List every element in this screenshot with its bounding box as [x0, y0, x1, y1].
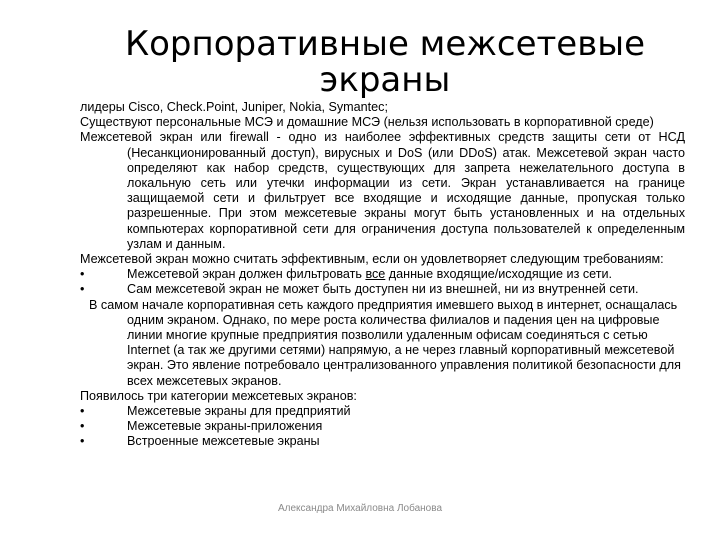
slide-title-line-2: экраны	[319, 60, 451, 100]
category-1-text: Межсетевые экраны для предприятий	[127, 404, 351, 419]
category-item-1	[80, 404, 685, 419]
paragraph-effective-requirements: Межсетевой экран можно считать эффективным, если он удовлетворяет следующим требованиям:	[80, 252, 664, 267]
requirement-1-text-start: Межсетевой экран должен фильтровать	[127, 267, 366, 282]
slide-title	[100, 26, 670, 98]
paragraph-history: В самом начале корпоративная сеть каждого предприятия имевшего выход в интернет, оснащалась одним экраном. Однако, по мере роста количества филиалов и падения цен на цифровые линии многие крупные предприятия позволили удаленным офисам соединяться с сетью Internet (а так же другими сетями) напрямую, а не через главный корпоративный межсетевой экран. Это явление потребовало централизованного управления политикой безопасности для всех межсетевых экранов.	[89, 297, 681, 388]
bullet-icon: •	[80, 404, 85, 419]
category-item-2	[80, 419, 685, 434]
requirement-item-1	[80, 267, 685, 282]
bullet-icon: •	[80, 267, 85, 282]
category-item-3	[80, 434, 685, 449]
paragraph-categories-intro: Появилось три категории межсетевых экранов:	[80, 388, 357, 403]
bullet-icon: •	[80, 434, 85, 449]
bullet-icon: •	[80, 282, 85, 297]
paragraph-leaders: лидеры Cisco, Check.Point, Juniper, Nokia, Symantec;	[80, 100, 388, 114]
requirement-1-underlined-word: все	[365, 267, 386, 282]
requirement-2-text: Сам межсетевой экран не может быть доступен ни из внешней, ни из внутренней сети.	[127, 282, 639, 297]
category-3-text: Встроенные межсетевые экраны	[127, 434, 320, 449]
slide-body	[80, 100, 685, 450]
bullet-icon: •	[80, 419, 85, 434]
requirement-item-2	[80, 282, 685, 297]
slide-title-line-1: Корпоративные межсетевые	[124, 24, 646, 64]
paragraph-firewall-definition: Межсетевой экран или firewall - одно из наиболее эффективных средств защиты сети от НСД (Несанкционированный доступ), вирусных и DoS (или DDoS) атак. Межсетевой экран часто определяют как набор средств, существующих для запрета нежелательного доступа в локальную сеть или утечки информации из сети. Экран устанавливается на границе защищаемой сети и фильтрует все входящие и исходящие данные, пропуская только разрешенные. При этом межсетевые экраны могут быть установленных и на отдельных компьютерах корпоративной сети для ограничения доступа пользователей к определенным узлам и данным.	[80, 130, 685, 251]
requirement-1-text-end: данные входящие/исходящие из сети.	[385, 267, 613, 282]
paragraph-personal-firewalls: Существуют персональные МСЭ и домашние МСЭ (нельзя использовать в корпоративной среде)	[80, 115, 654, 130]
footer-author: Александра Михайловна Лобанова	[277, 503, 443, 514]
category-2-text: Межсетевые экраны-приложения	[127, 419, 323, 434]
